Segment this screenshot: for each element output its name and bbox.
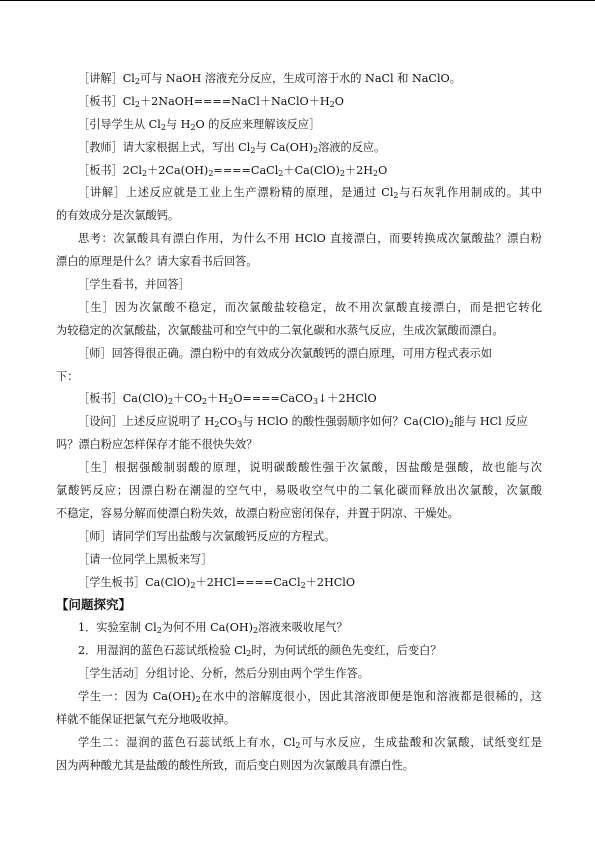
- text-line: ［讲解］上述反应就是工业上生产漂粉精的原理，是通过 $Cl_2$与石灰乳作用制成的。其中: [78, 186, 542, 201]
- text-line: 样就不能保证把氯气充分地吸收掉。: [56, 712, 236, 726]
- text-line: 1．实验室制 $Cl_2$为何不用 $Ca(OH)_2$溶液来吸收尾气？: [78, 621, 348, 636]
- text-line: 思考：次氯酸具有漂白作用，为什么不用 HClO 直接漂白，而要转换成次氯酸盐？漂白粉: [78, 232, 542, 246]
- text-line: 2．用湿润的蓝色石蕊试纸检验 $Cl_2$时，为何试纸的颜色先变红，后变白？: [78, 644, 442, 659]
- text-line: ［板书$]2Cl_2+2Ca(OH)_2====CaCl_2+Ca(ClO)_2+2H_2O$: [78, 163, 388, 178]
- text-line: ［学生板书$]Ca(ClO)_2+2HCl====CaCl_2+2HClO$: [78, 575, 356, 590]
- text-line: ［请一位同学上黑板来写］: [78, 552, 213, 566]
- text-line: ［板书$]Cl_2+2NaOH====NaCl+NaClO+H_2O$: [78, 94, 344, 109]
- section-heading: 【问题探究】: [56, 597, 132, 613]
- text-line: ［生］根据强酸制弱酸的原理，说明碳酸酸性强于次氯酸，因盐酸是强酸，故也能与次: [78, 461, 542, 475]
- text-line: 的有效成分是次氯酸钙。: [56, 209, 180, 223]
- text-line: 漂白的原理是什么？请大家看书后回答。: [56, 255, 258, 269]
- text-line: 氯酸钙反应；因漂白粉在潮湿的空气中，易吸收空气中的二氧化碳而释放出次氯酸，次氯酸: [56, 484, 542, 498]
- text-line: 学生二：湿润的蓝色石蕊试纸上有水，$Cl_2$可与水反应，生成盐酸和次氯酸，试纸变红是: [78, 735, 542, 750]
- document-body: [56, 68, 542, 778]
- page-top-rule: [0, 0, 595, 1]
- text-line: 下：: [56, 369, 79, 383]
- text-line: ［师］请同学们写出盐酸与次氯酸钙反应的方程式。: [78, 529, 336, 543]
- text-line: 学生一：因为 $Ca(OH)_2$在水中的溶解度很小，因此其溶液即便是饱和溶液都是很稀的，这: [78, 690, 542, 705]
- text-line: ［讲解$]Cl_2$可与 NaOH 溶液充分反应，生成可溶于水的 NaCl 和 NaClO。: [78, 72, 461, 86]
- text-line: 因为两种酸尤其是盐酸的酸性所致，而后变白则因为次氯酸具有漂白性。: [56, 758, 415, 772]
- text-line: ［学生活动］分组讨论、分析，然后分别由两个学生作答。: [78, 667, 369, 681]
- text-line: 为较稳定的次氯酸盐，次氯酸盐可和空气中的二氧化碳和水蒸气反应，生成次氯酸而漂白。: [56, 323, 504, 337]
- text-line: ［教师］请大家根据上式，写出 $Cl_2$与 $Ca(OH)_2$溶液的反应。: [78, 140, 386, 155]
- text-line: ［板书$]Ca(ClO)_2+CO_2+H_2O====CaCO_3↓+2HClO$: [78, 392, 377, 407]
- text-line: ［引导学生从 $Cl_2$与 $H_2O$ 的反应来理解该反应］: [78, 117, 321, 132]
- text-line: 不稳定，容易分解而使漂白粉失效，故漂白粉应密闭保存，并置于阴凉、干燥处。: [56, 506, 459, 520]
- text-line: ［生］因为次氯酸不稳定，而次氯酸盐较稳定，故不用次氯酸直接漂白，而是把它转化: [78, 300, 542, 314]
- text-line: 吗？漂白粉应怎样保存才能不很快失效？: [56, 438, 258, 452]
- text-line: ［学生看书，并回答］: [78, 278, 190, 292]
- text-line: ［设问］上述反应说明了 $H_2CO_3$与 HClO 的酸性强弱顺序如何？$Ca(ClO)_2$能与 HCl 反应: [78, 415, 528, 430]
- text-line: ［师］回答得很正确。漂白粉中的有效成分次氯酸钙的漂白原理，可用方程式表示如: [78, 346, 492, 360]
